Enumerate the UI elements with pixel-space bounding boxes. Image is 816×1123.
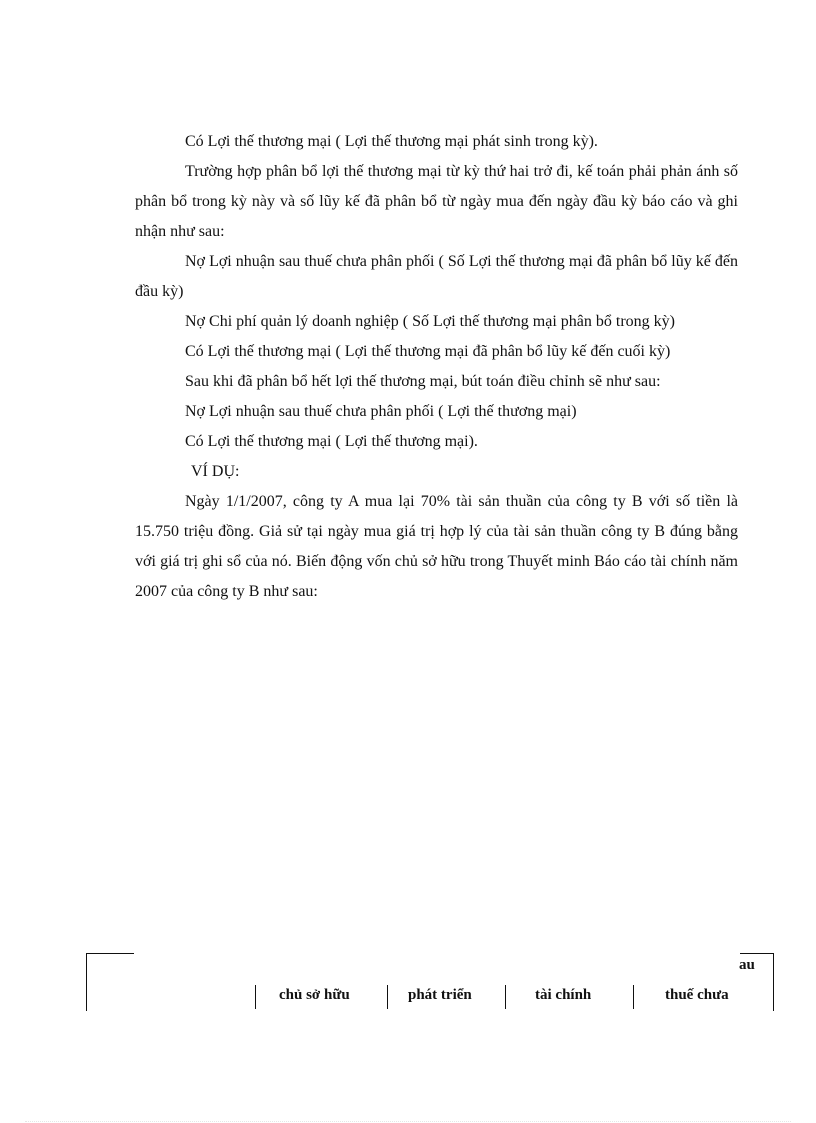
column-header: phát triển xyxy=(408,987,472,1003)
example-heading: VÍ DỤ: xyxy=(191,463,240,480)
paragraph-5: Có Lợi thế thương mại ( Lợi thế thương mại đã phân bổ lũy kế đến cuối kỳ) xyxy=(185,343,671,360)
table-column-divider xyxy=(633,985,634,1009)
column-header: thuế chưa xyxy=(665,987,729,1003)
table-top-right-rule xyxy=(740,953,774,954)
table-top-left-rule xyxy=(86,953,134,954)
column-header: tài chính xyxy=(535,987,592,1003)
paragraph-1: Có Lợi thế thương mại ( Lợi thế thương mại phát sinh trong kỳ). xyxy=(185,133,598,150)
table-column-divider xyxy=(387,985,388,1009)
table-corner-text: au xyxy=(739,957,755,973)
table-right-border xyxy=(773,953,774,1011)
paragraph-6: Sau khi đã phân bổ hết lợi thế thương mại, bút toán điều chỉnh sẽ như sau: xyxy=(185,373,661,390)
page-bottom-rule xyxy=(25,1121,791,1122)
column-header: chủ sở hữu xyxy=(279,987,350,1003)
paragraph-2: Trường hợp phân bổ lợi thế thương mại từ kỳ thứ hai trở đi, kế toán phải phản ánh số phân bổ trong kỳ này và số lũy kế đã phân bổ từ ngày mua đến ngày đầu kỳ báo cáo và ghi nhận như sau: xyxy=(135,163,738,240)
table-fragment xyxy=(86,953,775,1011)
paragraph-3: Nợ Lợi nhuận sau thuế chưa phân phối ( Số Lợi thế thương mại đã phân bổ lũy kế đến đầu kỳ) xyxy=(135,253,738,300)
paragraph-8: Có Lợi thế thương mại ( Lợi thế thương mại). xyxy=(185,433,478,450)
table-column-divider xyxy=(505,985,506,1009)
table-left-border xyxy=(86,953,87,1011)
paragraph-4: Nợ Chi phí quản lý doanh nghiệp ( Số Lợi thế thương mại phân bổ trong kỳ) xyxy=(185,313,675,330)
paragraph-10: Ngày 1/1/2007, công ty A mua lại 70% tài sản thuần của công ty B với số tiền là 15.750 triệu đồng. Giả sử tại ngày mua giá trị hợp lý của tài sản thuần công ty B đúng bằng với giá trị ghi sổ của nó. Biến động vốn chủ sở hữu trong Thuyết minh Báo cáo tài chính năm 2007 của công ty B như sau: xyxy=(135,493,738,600)
paragraph-7: Nợ Lợi nhuận sau thuế chưa phân phối ( Lợi thế thương mại) xyxy=(185,403,577,420)
table-column-divider xyxy=(255,985,256,1009)
